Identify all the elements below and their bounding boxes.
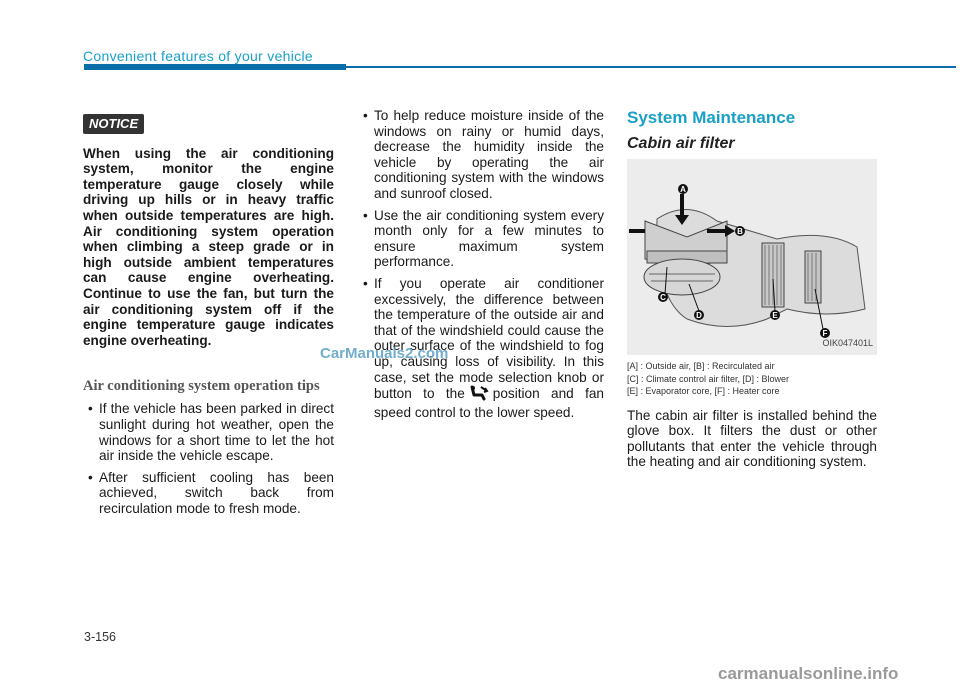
caption-line: [A] : Outside air, [B] : Recirculated air [627,361,775,372]
figure-caption [627,360,877,398]
page-number: 3-156 [84,630,116,644]
cabin-filter-description: The cabin air filter is installed behind the glove box. It filters the dust or other pollutants that enter the vehicle through the heating and air conditioning system. [627,407,877,470]
tips-heading: Air conditioning system operation tips [83,378,320,395]
tip-text-after-icon: position and fan speed control to the lower speed. [374,386,604,420]
column-left [83,114,334,522]
tip-item: • After sufficient cooling has been achieved, switch back from recirculation mode to fresh mode. [83,470,334,517]
callout-label: F [822,329,828,339]
callout-label: A [680,185,686,195]
tip-item: • To help reduce moisture inside of the windows on rainy or humid days, decrease the humidity inside the vehicle by operating the air conditioning system with the windows and sunroof closed. [358,108,604,202]
cabin-air-filter-figure [627,159,877,355]
hvac-diagram [627,159,877,355]
caption-line: [C] : Climate control air filter, [D] : Blower [627,373,790,384]
notice-badge: NOTICE [83,114,144,134]
callout-label: D [696,311,702,321]
floor-mode-seat-icon [469,385,489,405]
figure-code: OIK047401L [822,337,873,348]
subsection-heading: Cabin air filter [627,134,735,152]
watermark: CarManuals2.com [320,345,449,362]
callout-label: E [772,311,778,321]
tip-item: • Use the air conditioning system every month only for a few minutes to ensure maximum system performance. [358,208,604,270]
column-right [627,110,877,470]
running-header: Convenient features of your vehicle [83,48,313,64]
tips-list [83,401,334,516]
caption-line: [E] : Evaporator core, [F] : Heater core [627,386,780,397]
tips-list-continued [358,108,604,420]
footer-watermark: carmanualsonline.info [718,664,899,683]
callout-label: B [737,227,743,237]
column-middle [358,108,604,426]
tip-text-before-icon: If you operate air conditioner excessively, the difference between the temperature of the outside air and that of the windshield could cause the outer surface of the windshield to fog up, causing loss of visibility. In this case, set the mode selection knob or button to the [374,275,604,402]
header-rule [84,66,956,68]
notice-body: When using the air conditioning system, monitor the engine temperature gauge closely while driving up hills or in heavy traffic when outside temperatures are high. Air conditioning system operation when climbing a steep grade or in high outside ambient temperatures can cause engine overheating. Continue to use the fan, but turn the air conditioning system off if the engine temperature gauge indicates engine overheating. [83,145,334,348]
callout-label: C [660,293,666,303]
section-heading: System Maintenance [627,108,796,127]
tip-item: • If the vehicle has been parked in direct sunlight during hot weather, open the windows for a short time to let the hot air inside the vehicle escape. [83,401,334,463]
